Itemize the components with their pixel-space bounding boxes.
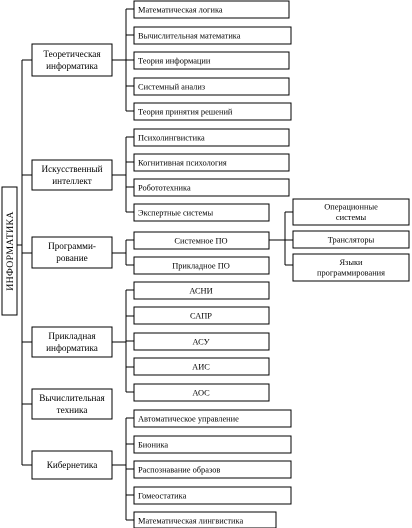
leaf-cognitive-psychology bbox=[134, 154, 289, 171]
category-label-line1: Искусственный bbox=[41, 164, 103, 174]
category-artificial-intelligence bbox=[32, 160, 112, 190]
leaf-label: Теория принятия решений bbox=[138, 107, 233, 117]
leaf-information-theory bbox=[134, 52, 289, 69]
category-label-line1: Прикладная bbox=[48, 331, 96, 341]
subleaf-label-line1: Операционные bbox=[324, 202, 378, 212]
category-label-line1: Вычислительная bbox=[39, 393, 105, 403]
leaf-system-software bbox=[134, 232, 269, 249]
leaf-automatic-control bbox=[134, 410, 291, 427]
leaf-asu bbox=[134, 333, 269, 350]
leaf-label: Когнитивная психология bbox=[138, 158, 227, 168]
leaf-label: Теория информации bbox=[138, 56, 211, 66]
subleaf-translators bbox=[293, 231, 409, 248]
leaf-label: Системное ПО bbox=[174, 236, 228, 246]
leaf-robotics bbox=[134, 179, 289, 196]
category-label-line2: информатика bbox=[46, 61, 98, 71]
leaf-math-logic bbox=[134, 1, 289, 18]
category-label-line2: интеллект bbox=[52, 176, 92, 186]
leaf-label: АОС bbox=[192, 388, 210, 398]
leaf-label: Бионика bbox=[138, 440, 169, 450]
leaf-bionics bbox=[134, 436, 291, 453]
root-label: ИНФОРМАТИКА bbox=[5, 211, 16, 291]
subleaf-label-line1: Языки bbox=[339, 258, 363, 267]
leaf-label: САПР bbox=[190, 311, 212, 321]
subleaf-operating-systems bbox=[293, 199, 409, 225]
category-label-line2: техника bbox=[56, 405, 88, 415]
leaf-label: АСУ bbox=[192, 337, 210, 347]
leaf-math-linguistics bbox=[134, 512, 276, 528]
leaf-label: Психолингвистика bbox=[138, 133, 205, 143]
leaf-label: АСНИ bbox=[189, 286, 213, 296]
leaf-label: АИС bbox=[192, 362, 210, 372]
leaf-aos bbox=[134, 384, 269, 401]
leaf-asni bbox=[134, 282, 269, 299]
leaf-label: Робототехника bbox=[138, 183, 191, 193]
category-applied-informatics bbox=[32, 327, 112, 357]
leaf-sapr bbox=[134, 307, 269, 324]
leaf-label: Прикладное ПО bbox=[172, 261, 230, 271]
leaf-application-software bbox=[134, 257, 269, 274]
category-computer-engineering bbox=[32, 389, 112, 419]
category-label-line1: Программи- bbox=[48, 241, 96, 251]
leaf-pattern-recognition bbox=[134, 461, 291, 478]
leaf-expert-systems bbox=[134, 204, 269, 221]
category-label: Кибернетика bbox=[46, 460, 98, 470]
subleaf-label-line2: программирования bbox=[316, 268, 386, 278]
leaf-computational-math bbox=[134, 27, 291, 44]
leaf-label: Системный анализ bbox=[138, 82, 206, 92]
category-label-line1: Теоретическая bbox=[43, 49, 101, 59]
leaf-ais bbox=[134, 358, 269, 375]
leaf-label: Математическая логика bbox=[138, 5, 223, 15]
category-cybernetics bbox=[32, 451, 112, 479]
leaf-label: Экспертные системы bbox=[138, 208, 214, 218]
subleaf-programming-languages bbox=[293, 254, 409, 281]
category-programming bbox=[32, 237, 112, 268]
leaf-label: Автоматическое управление bbox=[138, 414, 239, 424]
subleaf-label: Трансляторы bbox=[327, 235, 375, 245]
leaf-system-analysis bbox=[134, 78, 289, 95]
leaf-label: Математическая лингвистика bbox=[138, 516, 244, 526]
leaf-label: Распознавание образов bbox=[138, 465, 221, 475]
root-node bbox=[2, 187, 17, 315]
leaf-homeostatics bbox=[134, 487, 291, 504]
leaf-label: Вычислительная математика bbox=[138, 31, 241, 41]
leaf-label: Гомеостатика bbox=[138, 491, 187, 501]
leaf-psycholinguistics bbox=[134, 129, 289, 146]
category-label-line2: рование bbox=[56, 253, 88, 263]
leaf-decision-theory bbox=[134, 103, 291, 120]
category-label-line2: информатика bbox=[46, 343, 98, 353]
subleaf-label-line2: системы bbox=[335, 213, 367, 222]
category-theoretical-informatics bbox=[32, 44, 112, 76]
